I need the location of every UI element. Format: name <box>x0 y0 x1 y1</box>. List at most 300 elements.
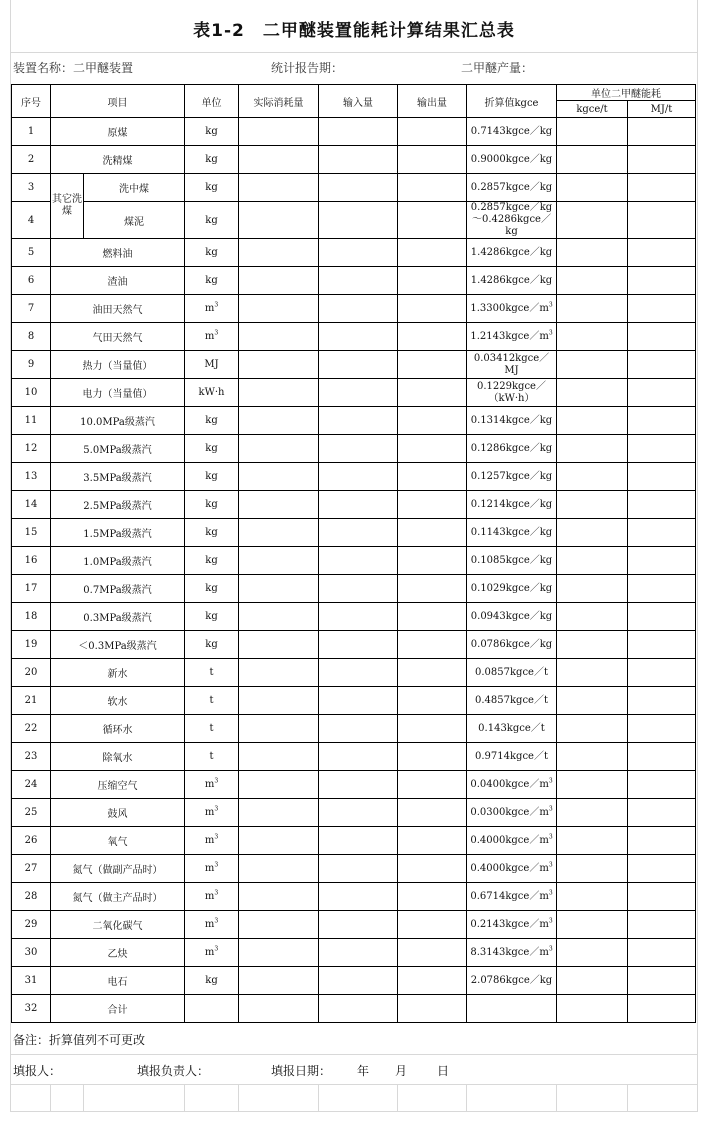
table-row <box>12 603 696 631</box>
col-unit: 单位 <box>185 85 239 118</box>
row-input <box>319 267 398 295</box>
row-seq: 7 <box>12 295 51 323</box>
table-row <box>12 239 696 267</box>
unit-superscript: 3 <box>214 945 219 953</box>
row-mj-t <box>628 174 696 202</box>
row-unit: $m^3$ <box>185 827 239 855</box>
row-kgce-t <box>557 435 628 463</box>
row-input <box>319 575 398 603</box>
row-output <box>398 435 467 463</box>
row-output <box>398 547 467 575</box>
row-input <box>319 771 398 799</box>
row-seq: 9 <box>12 351 51 379</box>
row-output <box>398 491 467 519</box>
table-row <box>12 855 696 883</box>
row-item: 软水 <box>51 687 185 715</box>
row-actual <box>239 267 319 295</box>
row-seq: 10 <box>12 379 51 407</box>
row-seq: 30 <box>12 939 51 967</box>
row-kgce-t <box>557 799 628 827</box>
row-input <box>319 631 398 659</box>
row-output <box>398 239 467 267</box>
row-unit: kW·h <box>185 379 239 407</box>
row-seq: 22 <box>12 715 51 743</box>
row-item: 2.5MPa级蒸汽 <box>51 491 185 519</box>
row-input <box>319 118 398 146</box>
row-kgce-t <box>557 295 628 323</box>
row-factor: 1.4286kgce／kg <box>467 239 557 267</box>
row-item: 燃料油 <box>51 239 185 267</box>
row-actual <box>239 659 319 687</box>
row-output <box>398 659 467 687</box>
row-mj-t <box>628 519 696 547</box>
row-item: 洗中煤 <box>84 174 185 202</box>
row-factor: 0.143kgce／t <box>467 715 557 743</box>
unit-superscript: 3 <box>214 889 219 897</box>
responsible-label: 填报负责人： <box>137 1064 210 1078</box>
row-unit: $m^3$ <box>185 295 239 323</box>
row-input <box>319 547 398 575</box>
grid-line <box>466 1084 467 1111</box>
row-actual <box>239 146 319 174</box>
row-actual <box>239 603 319 631</box>
row-mj-t <box>628 323 696 351</box>
row-output <box>398 939 467 967</box>
row-input <box>319 855 398 883</box>
row-unit: t <box>185 715 239 743</box>
page-title: 表1-2 二甲醚装置能耗计算结果汇总表 <box>193 21 515 41</box>
row-unit: $m^3$ <box>185 911 239 939</box>
row-mj-t <box>628 883 696 911</box>
row-unit: $m^3$ <box>185 799 239 827</box>
factor-superscript: 3 <box>548 805 553 813</box>
row-input <box>319 799 398 827</box>
row-kgce-t <box>557 939 628 967</box>
row-factor: $8.3143kgce/m^3$ <box>467 939 557 967</box>
row-actual <box>239 967 319 995</box>
row-mj-t <box>628 855 696 883</box>
table-row <box>12 967 696 995</box>
row-kgce-t <box>557 575 628 603</box>
row-input <box>319 174 398 202</box>
row-seq: 28 <box>12 883 51 911</box>
row-kgce-t <box>557 463 628 491</box>
row-unit: $m^3$ <box>185 323 239 351</box>
row-output <box>398 855 467 883</box>
row-input <box>319 603 398 631</box>
row-input <box>319 687 398 715</box>
factor-superscript: 3 <box>548 917 553 925</box>
row-output <box>398 174 467 202</box>
row-kgce-t <box>557 519 628 547</box>
worksheet <box>10 0 698 1112</box>
row-factor: 0.9714kgce／t <box>467 743 557 771</box>
row-kgce-t <box>557 379 628 407</box>
row-actual <box>239 435 319 463</box>
factor-superscript: 3 <box>548 329 553 337</box>
row-kgce-t <box>557 715 628 743</box>
row-mj-t <box>628 407 696 435</box>
row-factor: $1.3300kgce/m^3$ <box>467 295 557 323</box>
row-factor: $0.4000kgce/m^3$ <box>467 827 557 855</box>
row-actual <box>239 323 319 351</box>
row-unit: kg <box>185 146 239 174</box>
row-unit: kg <box>185 575 239 603</box>
factor-superscript: 3 <box>548 301 553 309</box>
row-output <box>398 827 467 855</box>
row-input <box>319 911 398 939</box>
row-output <box>398 687 467 715</box>
row-seq: 1 <box>12 118 51 146</box>
row-actual <box>239 855 319 883</box>
table-row <box>12 687 696 715</box>
grid-line <box>50 1084 51 1111</box>
row-seq: 13 <box>12 463 51 491</box>
row-unit: kg <box>185 519 239 547</box>
row-mj-t <box>628 202 696 239</box>
row-unit: MJ <box>185 351 239 379</box>
row-output <box>398 967 467 995</box>
factor-superscript: 3 <box>548 889 553 897</box>
row-output <box>398 323 467 351</box>
row-unit <box>185 995 239 1023</box>
row-input <box>319 351 398 379</box>
row-output <box>398 631 467 659</box>
row-item: 鼓风 <box>51 799 185 827</box>
row-actual <box>239 407 319 435</box>
row-seq: 31 <box>12 967 51 995</box>
row-output <box>398 407 467 435</box>
energy-table <box>11 84 696 1023</box>
row-item: 1.5MPa级蒸汽 <box>51 519 185 547</box>
row-unit: $m^3$ <box>185 855 239 883</box>
row-actual <box>239 519 319 547</box>
row-factor: $0.2143kgce/m^3$ <box>467 911 557 939</box>
row-output <box>398 603 467 631</box>
row-mj-t <box>628 715 696 743</box>
row-seq: 11 <box>12 407 51 435</box>
col-kgce-t: kgce/t <box>557 101 628 118</box>
row-factor: 1.4286kgce／kg <box>467 267 557 295</box>
table-row <box>12 799 696 827</box>
col-item: 项目 <box>51 85 185 118</box>
row-output <box>398 118 467 146</box>
row-unit: kg <box>185 967 239 995</box>
row-actual <box>239 799 319 827</box>
row-mj-t <box>628 911 696 939</box>
row-kgce-t <box>557 603 628 631</box>
row-output <box>398 267 467 295</box>
row-unit: kg <box>185 547 239 575</box>
row-output <box>398 463 467 491</box>
row-kgce-t <box>557 491 628 519</box>
row-seq: 8 <box>12 323 51 351</box>
row-kgce-t <box>557 883 628 911</box>
row-unit: kg <box>185 267 239 295</box>
row-factor: $1.2143kgce/m^3$ <box>467 323 557 351</box>
row-output <box>398 911 467 939</box>
row-seq: 24 <box>12 771 51 799</box>
row-kgce-t <box>557 827 628 855</box>
row-actual <box>239 995 319 1023</box>
row-mj-t <box>628 995 696 1023</box>
device-name-label: 装置名称：二甲醚装置 <box>13 61 134 75</box>
row-mj-t <box>628 295 696 323</box>
row-seq: 27 <box>12 855 51 883</box>
row-seq: 21 <box>12 687 51 715</box>
row-item: 0.7MPa级蒸汽 <box>51 575 185 603</box>
row-item: 二氧化碳气 <box>51 911 185 939</box>
row-item: 3.5MPa级蒸汽 <box>51 463 185 491</box>
factor-superscript: 3 <box>548 861 553 869</box>
filler-label: 填报人： <box>13 1064 62 1078</box>
row-mj-t <box>628 267 696 295</box>
row-input <box>319 827 398 855</box>
row-unit: kg <box>185 435 239 463</box>
row-output <box>398 379 467 407</box>
unit-superscript: 3 <box>214 805 219 813</box>
row-actual <box>239 463 319 491</box>
group-label: 其它洗煤 <box>51 174 84 239</box>
row-item: 1.0MPa级蒸汽 <box>51 547 185 575</box>
row-output <box>398 743 467 771</box>
year-label: 年 <box>357 1064 370 1078</box>
date-label: 填报日期： <box>271 1064 332 1078</box>
note-text: 备注：折算值列不可更改 <box>13 1033 146 1047</box>
row-mj-t <box>628 491 696 519</box>
row-factor: 0.1286kgce／kg <box>467 435 557 463</box>
row-item: 5.0MPa级蒸汽 <box>51 435 185 463</box>
row-output <box>398 799 467 827</box>
grid-line <box>397 1084 398 1111</box>
row-mj-t <box>628 771 696 799</box>
row-actual <box>239 239 319 267</box>
divider <box>11 1084 697 1085</box>
row-unit: kg <box>185 174 239 202</box>
row-unit: kg <box>185 407 239 435</box>
row-actual <box>239 939 319 967</box>
row-mj-t <box>628 351 696 379</box>
row-unit: kg <box>185 631 239 659</box>
row-mj-t <box>628 687 696 715</box>
table-row <box>12 715 696 743</box>
row-unit: kg <box>185 603 239 631</box>
row-mj-t <box>628 379 696 407</box>
row-actual <box>239 202 319 239</box>
table-row <box>12 267 696 295</box>
row-item: 原煤 <box>51 118 185 146</box>
unit-superscript: 3 <box>214 917 219 925</box>
row-factor: 0.0857kgce／t <box>467 659 557 687</box>
row-output <box>398 295 467 323</box>
row-factor: 2.0786kgce／kg <box>467 967 557 995</box>
row-item: 热力（当量值） <box>51 351 185 379</box>
row-actual <box>239 743 319 771</box>
row-factor: 0.1214kgce／kg <box>467 491 557 519</box>
row-kgce-t <box>557 351 628 379</box>
row-factor: $0.0300kgce/m^3$ <box>467 799 557 827</box>
row-item: 乙炔 <box>51 939 185 967</box>
col-seq: 序号 <box>12 85 51 118</box>
table-row <box>12 659 696 687</box>
row-seq: 14 <box>12 491 51 519</box>
table-row <box>12 575 696 603</box>
row-mj-t <box>628 967 696 995</box>
row-item: 氧气 <box>51 827 185 855</box>
row-actual <box>239 771 319 799</box>
row-mj-t <box>628 939 696 967</box>
table-row <box>12 463 696 491</box>
unit-superscript: 3 <box>214 301 219 309</box>
row-seq: 17 <box>12 575 51 603</box>
row-factor: 0.7143kgce／kg <box>467 118 557 146</box>
row-input <box>319 435 398 463</box>
row-output <box>398 519 467 547</box>
row-input <box>319 967 398 995</box>
col-actual: 实际消耗量 <box>239 85 319 118</box>
row-item: 除氧水 <box>51 743 185 771</box>
row-unit: kg <box>185 463 239 491</box>
row-input <box>319 883 398 911</box>
month-label: 月 <box>395 1064 408 1078</box>
row-actual <box>239 883 319 911</box>
grid-line <box>627 1084 628 1111</box>
row-actual <box>239 827 319 855</box>
row-actual <box>239 687 319 715</box>
grid-line <box>184 1084 185 1111</box>
row-item: 渣油 <box>51 267 185 295</box>
row-item: 电力（当量值） <box>51 379 185 407</box>
row-seq: 18 <box>12 603 51 631</box>
row-kgce-t <box>557 687 628 715</box>
row-mj-t <box>628 799 696 827</box>
row-factor: 0.1314kgce／kg <box>467 407 557 435</box>
row-kgce-t <box>557 743 628 771</box>
row-factor: $0.6714kgce/m^3$ <box>467 883 557 911</box>
divider <box>11 1111 697 1112</box>
table-row <box>12 351 696 379</box>
row-seq: 20 <box>12 659 51 687</box>
row-output <box>398 995 467 1023</box>
row-output <box>398 715 467 743</box>
row-seq: 32 <box>12 995 51 1023</box>
row-unit: t <box>185 687 239 715</box>
row-kgce-t <box>557 174 628 202</box>
unit-superscript: 3 <box>214 777 219 785</box>
row-input <box>319 407 398 435</box>
row-seq: 23 <box>12 743 51 771</box>
row-kgce-t <box>557 239 628 267</box>
row-input <box>319 146 398 174</box>
factor-superscript: 3 <box>548 945 553 953</box>
row-mj-t <box>628 463 696 491</box>
row-actual <box>239 295 319 323</box>
row-kgce-t <box>557 995 628 1023</box>
row-kgce-t <box>557 267 628 295</box>
row-item: 电石 <box>51 967 185 995</box>
row-output <box>398 575 467 603</box>
row-kgce-t <box>557 967 628 995</box>
col-factor: 折算值kgce <box>467 85 557 118</box>
table-row <box>12 547 696 575</box>
row-output <box>398 146 467 174</box>
row-input <box>319 239 398 267</box>
row-item: 油田天然气 <box>51 295 185 323</box>
table-row <box>12 995 696 1023</box>
row-unit: kg <box>185 118 239 146</box>
table-row <box>12 174 696 202</box>
row-item: 合计 <box>51 995 185 1023</box>
row-seq: 2 <box>12 146 51 174</box>
row-item: 氮气（做主产品时） <box>51 883 185 911</box>
row-factor: 0.2857kgce／kg <box>467 174 557 202</box>
row-factor: 0.4857kgce／t <box>467 687 557 715</box>
col-mj-t: MJ/t <box>628 101 696 118</box>
row-mj-t <box>628 239 696 267</box>
row-mj-t <box>628 435 696 463</box>
row-mj-t <box>628 743 696 771</box>
row-kgce-t <box>557 202 628 239</box>
row-unit: kg <box>185 491 239 519</box>
table-row <box>12 939 696 967</box>
row-actual <box>239 491 319 519</box>
row-mj-t <box>628 118 696 146</box>
table-row <box>12 435 696 463</box>
row-kgce-t <box>557 659 628 687</box>
row-actual <box>239 351 319 379</box>
grid-line <box>83 1084 84 1111</box>
table-row <box>12 323 696 351</box>
row-item: 循环水 <box>51 715 185 743</box>
row-item: 压缩空气 <box>51 771 185 799</box>
row-mj-t <box>628 631 696 659</box>
row-input <box>319 463 398 491</box>
unit-superscript: 3 <box>214 329 219 337</box>
row-output <box>398 771 467 799</box>
row-unit: kg <box>185 239 239 267</box>
row-factor: 0.1029kgce／kg <box>467 575 557 603</box>
row-input <box>319 323 398 351</box>
row-output <box>398 883 467 911</box>
row-seq: 3 <box>12 174 51 202</box>
row-factor: $0.0400kgce/m^3$ <box>467 771 557 799</box>
table-row <box>12 883 696 911</box>
grid-line <box>318 1084 319 1111</box>
table-row <box>12 202 696 239</box>
row-input <box>319 202 398 239</box>
row-seq: 6 <box>12 267 51 295</box>
row-factor: $0.4000kgce/m^3$ <box>467 855 557 883</box>
row-mj-t <box>628 575 696 603</box>
row-unit: $m^3$ <box>185 771 239 799</box>
row-seq: 5 <box>12 239 51 267</box>
row-item: 新水 <box>51 659 185 687</box>
row-item: 洗精煤 <box>51 146 185 174</box>
day-label: 日 <box>437 1064 450 1078</box>
row-item: 10.0MPa级蒸汽 <box>51 407 185 435</box>
row-item: 氮气（做副产品时） <box>51 855 185 883</box>
row-actual <box>239 174 319 202</box>
row-factor: 0.1143kgce／kg <box>467 519 557 547</box>
row-actual <box>239 575 319 603</box>
row-item: ＜0.3MPa级蒸汽 <box>51 631 185 659</box>
unit-superscript: 3 <box>214 861 219 869</box>
row-mj-t <box>628 547 696 575</box>
row-input <box>319 939 398 967</box>
row-kgce-t <box>557 631 628 659</box>
row-kgce-t <box>557 323 628 351</box>
row-unit: $m^3$ <box>185 883 239 911</box>
